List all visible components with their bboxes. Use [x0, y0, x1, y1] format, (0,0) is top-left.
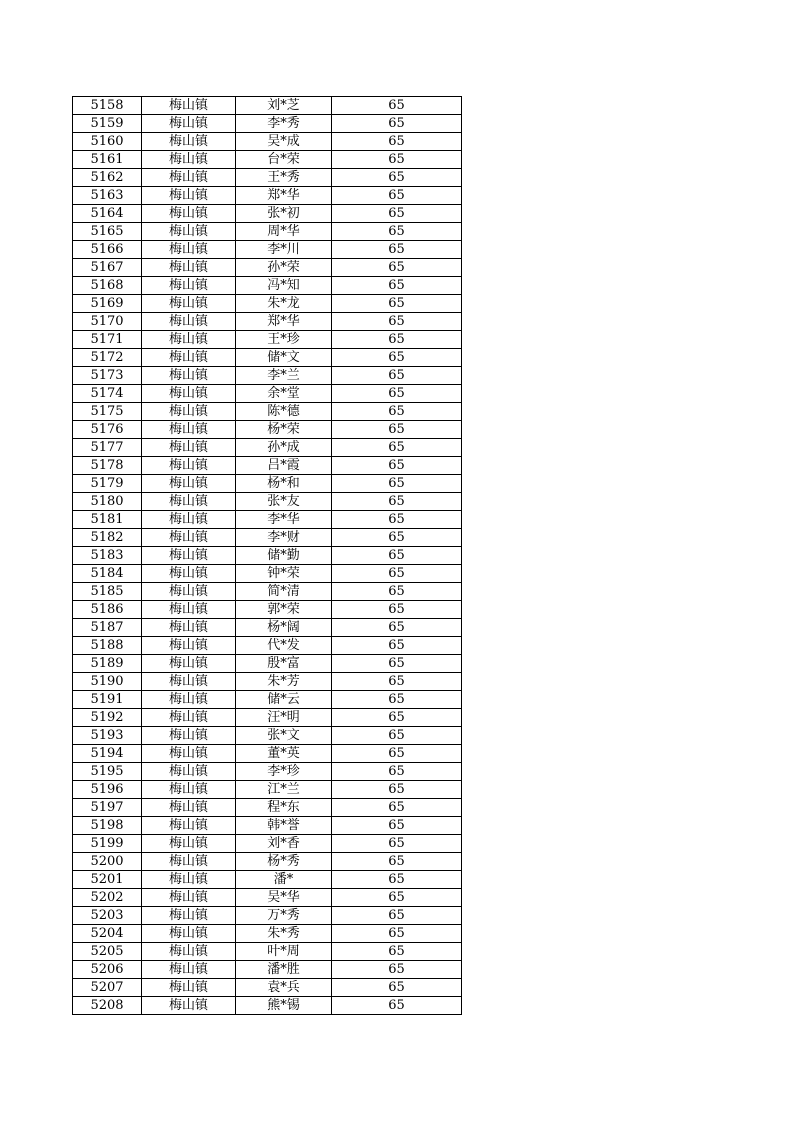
name-cell: 韩*誉: [236, 817, 332, 835]
table-row: [73, 673, 462, 691]
value-cell: 65: [332, 565, 462, 583]
name-cell: 殷*富: [236, 655, 332, 673]
serial-number-cell: 5174: [73, 385, 142, 403]
table-row: [73, 871, 462, 889]
name-cell: 杨*阔: [236, 619, 332, 637]
value-cell: 65: [332, 943, 462, 961]
table-row: [73, 835, 462, 853]
table-row: [73, 313, 462, 331]
name-cell: 郭*荣: [236, 601, 332, 619]
name-cell: 潘*: [236, 871, 332, 889]
table-row: [73, 295, 462, 313]
table-row: [73, 223, 462, 241]
name-cell: 简*清: [236, 583, 332, 601]
serial-number-cell: 5202: [73, 889, 142, 907]
town-cell: 梅山镇: [142, 871, 236, 889]
town-cell: 梅山镇: [142, 529, 236, 547]
town-cell: 梅山镇: [142, 763, 236, 781]
town-cell: 梅山镇: [142, 925, 236, 943]
name-cell: 储*云: [236, 691, 332, 709]
town-cell: 梅山镇: [142, 889, 236, 907]
town-cell: 梅山镇: [142, 223, 236, 241]
name-cell: 杨*和: [236, 475, 332, 493]
table-row: [73, 943, 462, 961]
value-cell: 65: [332, 151, 462, 169]
name-cell: 袁*兵: [236, 979, 332, 997]
table-row: [73, 763, 462, 781]
value-cell: 65: [332, 583, 462, 601]
town-cell: 梅山镇: [142, 853, 236, 871]
table-row: [73, 205, 462, 223]
table-row: [73, 691, 462, 709]
value-cell: 65: [332, 547, 462, 565]
name-cell: 万*秀: [236, 907, 332, 925]
serial-number-cell: 5182: [73, 529, 142, 547]
name-cell: 熊*锡: [236, 997, 332, 1015]
value-cell: 65: [332, 853, 462, 871]
town-cell: 梅山镇: [142, 493, 236, 511]
name-cell: 程*东: [236, 799, 332, 817]
table-row: [73, 331, 462, 349]
serial-number-cell: 5163: [73, 187, 142, 205]
serial-number-cell: 5186: [73, 601, 142, 619]
name-cell: 台*荣: [236, 151, 332, 169]
name-cell: 杨*秀: [236, 853, 332, 871]
value-cell: 65: [332, 817, 462, 835]
serial-number-cell: 5200: [73, 853, 142, 871]
name-cell: 郑*华: [236, 313, 332, 331]
value-cell: 65: [332, 709, 462, 727]
table-row: [73, 241, 462, 259]
table-row: [73, 601, 462, 619]
serial-number-cell: 5184: [73, 565, 142, 583]
serial-number-cell: 5198: [73, 817, 142, 835]
name-cell: 朱*龙: [236, 295, 332, 313]
serial-number-cell: 5207: [73, 979, 142, 997]
serial-number-cell: 5165: [73, 223, 142, 241]
town-cell: 梅山镇: [142, 205, 236, 223]
town-cell: 梅山镇: [142, 907, 236, 925]
value-cell: 65: [332, 601, 462, 619]
name-cell: 吴*华: [236, 889, 332, 907]
value-cell: 65: [332, 97, 462, 115]
serial-number-cell: 5194: [73, 745, 142, 763]
name-cell: 李*华: [236, 511, 332, 529]
value-cell: 65: [332, 313, 462, 331]
table-row: [73, 367, 462, 385]
serial-number-cell: 5183: [73, 547, 142, 565]
value-cell: 65: [332, 799, 462, 817]
value-cell: 65: [332, 655, 462, 673]
name-cell: 潘*胜: [236, 961, 332, 979]
value-cell: 65: [332, 745, 462, 763]
name-cell: 叶*周: [236, 943, 332, 961]
name-cell: 江*兰: [236, 781, 332, 799]
serial-number-cell: 5166: [73, 241, 142, 259]
value-cell: 65: [332, 439, 462, 457]
town-cell: 梅山镇: [142, 97, 236, 115]
table-row: [73, 745, 462, 763]
table-row: [73, 583, 462, 601]
value-cell: 65: [332, 637, 462, 655]
name-cell: 代*发: [236, 637, 332, 655]
value-cell: 65: [332, 169, 462, 187]
value-cell: 65: [332, 349, 462, 367]
serial-number-cell: 5180: [73, 493, 142, 511]
table-row: [73, 493, 462, 511]
serial-number-cell: 5167: [73, 259, 142, 277]
table-row: [73, 187, 462, 205]
name-cell: 汪*明: [236, 709, 332, 727]
town-cell: 梅山镇: [142, 781, 236, 799]
name-cell: 李*珍: [236, 763, 332, 781]
name-cell: 吕*霞: [236, 457, 332, 475]
table-row: [73, 655, 462, 673]
serial-number-cell: 5205: [73, 943, 142, 961]
serial-number-cell: 5208: [73, 997, 142, 1015]
name-cell: 李*财: [236, 529, 332, 547]
serial-number-cell: 5168: [73, 277, 142, 295]
serial-number-cell: 5191: [73, 691, 142, 709]
name-cell: 张*文: [236, 727, 332, 745]
serial-number-cell: 5179: [73, 475, 142, 493]
serial-number-cell: 5176: [73, 421, 142, 439]
serial-number-cell: 5199: [73, 835, 142, 853]
town-cell: 梅山镇: [142, 421, 236, 439]
name-cell: 储*文: [236, 349, 332, 367]
value-cell: 65: [332, 331, 462, 349]
table-row: [73, 853, 462, 871]
value-cell: 65: [332, 529, 462, 547]
value-cell: 65: [332, 691, 462, 709]
serial-number-cell: 5188: [73, 637, 142, 655]
table-row: [73, 529, 462, 547]
table-row: [73, 115, 462, 133]
town-cell: 梅山镇: [142, 943, 236, 961]
town-cell: 梅山镇: [142, 979, 236, 997]
value-cell: 65: [332, 961, 462, 979]
table-row: [73, 817, 462, 835]
name-cell: 陈*德: [236, 403, 332, 421]
serial-number-cell: 5162: [73, 169, 142, 187]
value-cell: 65: [332, 115, 462, 133]
serial-number-cell: 5177: [73, 439, 142, 457]
serial-number-cell: 5164: [73, 205, 142, 223]
serial-number-cell: 5197: [73, 799, 142, 817]
value-cell: 65: [332, 835, 462, 853]
name-cell: 朱*芳: [236, 673, 332, 691]
value-cell: 65: [332, 403, 462, 421]
name-cell: 王*珍: [236, 331, 332, 349]
serial-number-cell: 5201: [73, 871, 142, 889]
serial-number-cell: 5206: [73, 961, 142, 979]
value-cell: 65: [332, 277, 462, 295]
table-row: [73, 151, 462, 169]
town-cell: 梅山镇: [142, 727, 236, 745]
name-cell: 张*友: [236, 493, 332, 511]
table-row: [73, 565, 462, 583]
serial-number-cell: 5173: [73, 367, 142, 385]
table-row: [73, 799, 462, 817]
value-cell: 65: [332, 457, 462, 475]
town-cell: 梅山镇: [142, 511, 236, 529]
town-cell: 梅山镇: [142, 331, 236, 349]
name-cell: 张*初: [236, 205, 332, 223]
value-cell: 65: [332, 421, 462, 439]
name-cell: 刘*香: [236, 835, 332, 853]
table-row: [73, 277, 462, 295]
town-cell: 梅山镇: [142, 475, 236, 493]
table-body: [73, 97, 462, 1015]
town-cell: 梅山镇: [142, 313, 236, 331]
town-cell: 梅山镇: [142, 115, 236, 133]
town-cell: 梅山镇: [142, 961, 236, 979]
value-cell: 65: [332, 619, 462, 637]
value-cell: 65: [332, 205, 462, 223]
table-row: [73, 637, 462, 655]
name-cell: 孙*成: [236, 439, 332, 457]
name-cell: 孙*荣: [236, 259, 332, 277]
name-cell: 董*英: [236, 745, 332, 763]
town-cell: 梅山镇: [142, 673, 236, 691]
town-cell: 梅山镇: [142, 241, 236, 259]
value-cell: 65: [332, 241, 462, 259]
name-cell: 周*华: [236, 223, 332, 241]
name-cell: 郑*华: [236, 187, 332, 205]
serial-number-cell: 5181: [73, 511, 142, 529]
value-cell: 65: [332, 889, 462, 907]
town-cell: 梅山镇: [142, 745, 236, 763]
name-cell: 朱*秀: [236, 925, 332, 943]
value-cell: 65: [332, 673, 462, 691]
table-row: [73, 547, 462, 565]
serial-number-cell: 5175: [73, 403, 142, 421]
town-cell: 梅山镇: [142, 151, 236, 169]
town-cell: 梅山镇: [142, 295, 236, 313]
name-cell: 李*川: [236, 241, 332, 259]
value-cell: 65: [332, 781, 462, 799]
serial-number-cell: 5190: [73, 673, 142, 691]
table-row: [73, 439, 462, 457]
town-cell: 梅山镇: [142, 367, 236, 385]
town-cell: 梅山镇: [142, 547, 236, 565]
name-cell: 钟*荣: [236, 565, 332, 583]
value-cell: 65: [332, 763, 462, 781]
serial-number-cell: 5169: [73, 295, 142, 313]
town-cell: 梅山镇: [142, 457, 236, 475]
value-cell: 65: [332, 385, 462, 403]
name-cell: 王*秀: [236, 169, 332, 187]
serial-number-cell: 5189: [73, 655, 142, 673]
town-cell: 梅山镇: [142, 997, 236, 1015]
serial-number-cell: 5172: [73, 349, 142, 367]
table-row: [73, 511, 462, 529]
value-cell: 65: [332, 979, 462, 997]
serial-number-cell: 5192: [73, 709, 142, 727]
town-cell: 梅山镇: [142, 259, 236, 277]
table-row: [73, 385, 462, 403]
value-cell: 65: [332, 925, 462, 943]
table-row: [73, 169, 462, 187]
serial-number-cell: 5178: [73, 457, 142, 475]
value-cell: 65: [332, 133, 462, 151]
table-row: [73, 727, 462, 745]
table-row: [73, 97, 462, 115]
value-cell: 65: [332, 997, 462, 1015]
town-cell: 梅山镇: [142, 133, 236, 151]
serial-number-cell: 5158: [73, 97, 142, 115]
serial-number-cell: 5170: [73, 313, 142, 331]
table-row: [73, 475, 462, 493]
table-row: [73, 349, 462, 367]
table-row: [73, 889, 462, 907]
value-cell: 65: [332, 727, 462, 745]
town-cell: 梅山镇: [142, 601, 236, 619]
table-row: [73, 619, 462, 637]
table-row: [73, 781, 462, 799]
value-cell: 65: [332, 187, 462, 205]
town-cell: 梅山镇: [142, 817, 236, 835]
table-row: [73, 457, 462, 475]
town-cell: 梅山镇: [142, 709, 236, 727]
town-cell: 梅山镇: [142, 583, 236, 601]
name-cell: 杨*荣: [236, 421, 332, 439]
serial-number-cell: 5187: [73, 619, 142, 637]
table-row: [73, 961, 462, 979]
serial-number-cell: 5203: [73, 907, 142, 925]
town-cell: 梅山镇: [142, 439, 236, 457]
serial-number-cell: 5171: [73, 331, 142, 349]
name-cell: 李*兰: [236, 367, 332, 385]
table-row: [73, 403, 462, 421]
name-cell: 吴*成: [236, 133, 332, 151]
town-cell: 梅山镇: [142, 655, 236, 673]
town-cell: 梅山镇: [142, 169, 236, 187]
serial-number-cell: 5196: [73, 781, 142, 799]
serial-number-cell: 5159: [73, 115, 142, 133]
value-cell: 65: [332, 493, 462, 511]
table-row: [73, 421, 462, 439]
serial-number-cell: 5161: [73, 151, 142, 169]
value-cell: 65: [332, 367, 462, 385]
town-cell: 梅山镇: [142, 403, 236, 421]
table-row: [73, 259, 462, 277]
table-row: [73, 709, 462, 727]
town-cell: 梅山镇: [142, 565, 236, 583]
town-cell: 梅山镇: [142, 277, 236, 295]
serial-number-cell: 5193: [73, 727, 142, 745]
town-cell: 梅山镇: [142, 187, 236, 205]
value-cell: 65: [332, 475, 462, 493]
name-cell: 李*秀: [236, 115, 332, 133]
table-row: [73, 925, 462, 943]
town-cell: 梅山镇: [142, 835, 236, 853]
value-cell: 65: [332, 259, 462, 277]
town-cell: 梅山镇: [142, 349, 236, 367]
name-cell: 刘*芝: [236, 97, 332, 115]
table-row: [73, 979, 462, 997]
data-table: [72, 96, 462, 1015]
value-cell: 65: [332, 223, 462, 241]
town-cell: 梅山镇: [142, 637, 236, 655]
serial-number-cell: 5195: [73, 763, 142, 781]
name-cell: 冯*知: [236, 277, 332, 295]
town-cell: 梅山镇: [142, 619, 236, 637]
serial-number-cell: 5185: [73, 583, 142, 601]
town-cell: 梅山镇: [142, 385, 236, 403]
table-row: [73, 997, 462, 1015]
value-cell: 65: [332, 295, 462, 313]
serial-number-cell: 5204: [73, 925, 142, 943]
value-cell: 65: [332, 511, 462, 529]
name-cell: 余*堂: [236, 385, 332, 403]
table-row: [73, 133, 462, 151]
value-cell: 65: [332, 871, 462, 889]
value-cell: 65: [332, 907, 462, 925]
town-cell: 梅山镇: [142, 691, 236, 709]
town-cell: 梅山镇: [142, 799, 236, 817]
name-cell: 储*勤: [236, 547, 332, 565]
table-row: [73, 907, 462, 925]
serial-number-cell: 5160: [73, 133, 142, 151]
